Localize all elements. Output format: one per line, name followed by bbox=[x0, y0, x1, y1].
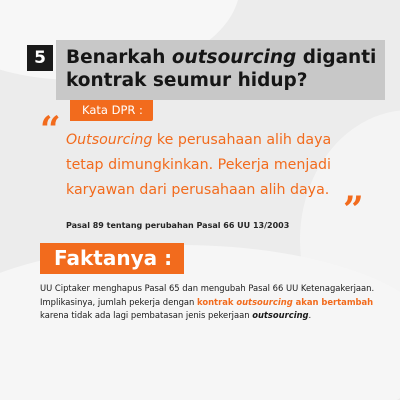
fact-highlight-italic: outsourcing bbox=[236, 296, 293, 307]
quote-text-part: ke perusahaan alih daya bbox=[152, 132, 332, 148]
open-quote-icon: “ bbox=[40, 109, 61, 151]
source-note: Pasal 89 tentang perubahan Pasal 66 UU 13/2003 bbox=[66, 221, 290, 230]
question-text-italic: outsourcing bbox=[171, 47, 297, 68]
close-quote-icon: ” bbox=[343, 189, 364, 231]
question-text-part: diganti bbox=[296, 47, 377, 68]
question-number-badge bbox=[27, 45, 53, 71]
question-line-1 bbox=[66, 46, 385, 69]
question-number: 5 bbox=[34, 48, 46, 68]
fact-paragraph bbox=[40, 282, 392, 323]
speaker-tag: Kata DPR : bbox=[70, 100, 153, 121]
quote-line-2: tetap dimungkinkan. Pekerja menjadi bbox=[66, 157, 331, 173]
fact-highlight: akan bertambah bbox=[292, 296, 374, 307]
fact-line-2 bbox=[40, 296, 392, 310]
question-text-part: Benarkah bbox=[66, 47, 172, 68]
quote-italic-word: Outsourcing bbox=[66, 132, 153, 148]
fact-line-1: UU Ciptaker menghapus Pasal 65 dan mengubah Pasal 66 UU Ketenagakerjaan. bbox=[40, 283, 375, 293]
question-box bbox=[56, 40, 385, 100]
fact-bold-italic: outsourcing bbox=[252, 310, 309, 320]
fact-highlight: kontrak bbox=[197, 296, 237, 307]
fact-line-3 bbox=[40, 309, 392, 323]
fakta-label: Faktanya : bbox=[40, 243, 184, 274]
fact-text-part: Implikasinya, jumlah pekerja dengan bbox=[40, 296, 197, 307]
quote-line-1 bbox=[66, 128, 396, 153]
question-line-2: kontrak seumur hidup? bbox=[66, 70, 308, 91]
quote-line-3: karyawan dari perusahaan alih daya. bbox=[66, 182, 330, 198]
fact-text-part: . bbox=[308, 310, 312, 320]
fact-text-part: karena tidak ada lagi pembatasan jenis pekerjaan bbox=[40, 310, 253, 320]
